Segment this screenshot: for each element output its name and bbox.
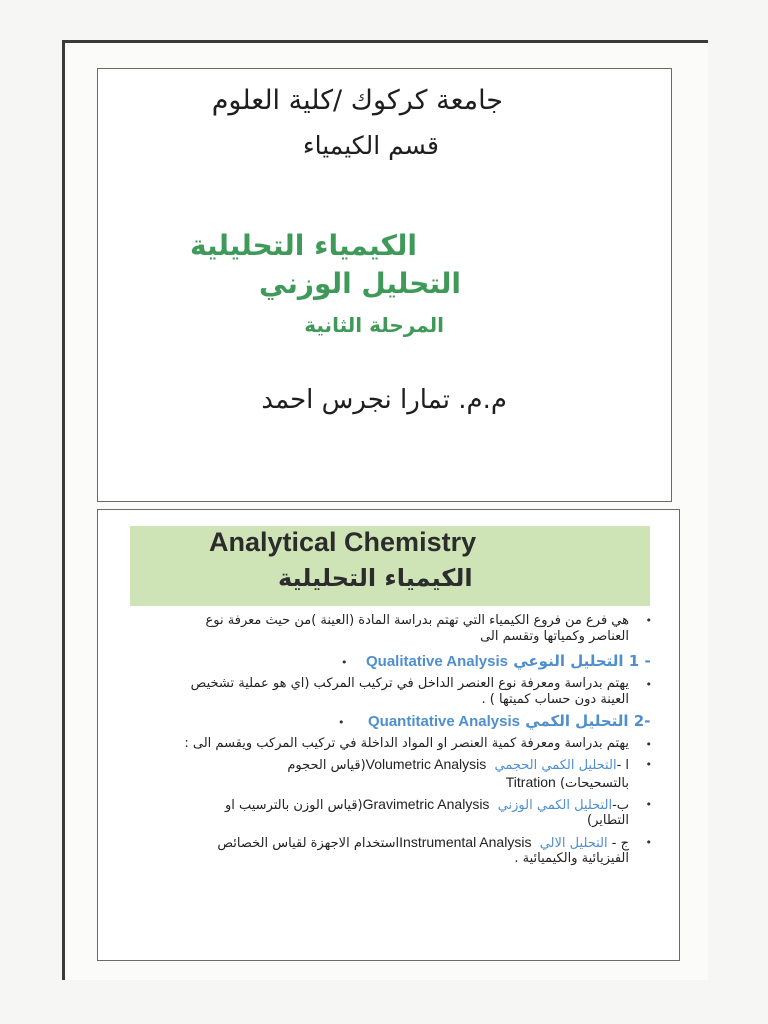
qualitative-desc-2: العينة دون حساب كميتها ) . xyxy=(481,692,629,707)
instrumental-prefix: ج - xyxy=(611,836,629,851)
bullet-dot: • xyxy=(645,614,652,627)
volumetric-line-2 xyxy=(506,774,629,791)
qualitative-ar: التحليل النوعي xyxy=(513,652,624,670)
titration-text: Titration xyxy=(505,774,556,790)
department-line: قسم الكيمياء xyxy=(302,131,439,160)
volumetric-note: (قياس الحجوم xyxy=(287,758,366,773)
volumetric-note-2: بالتسحيحات) xyxy=(559,776,629,791)
slide-title-en: Analytical Chemistry xyxy=(209,527,477,557)
gravimetric-prefix: ب- xyxy=(612,798,629,813)
volumetric-ar: التحليل الكمي الحجمي xyxy=(494,758,617,773)
bullet-dot: • xyxy=(645,798,652,811)
qualitative-heading xyxy=(366,652,651,670)
volumetric-en: Volumetric Analysis xyxy=(365,756,487,772)
bullet-dot: • xyxy=(645,836,652,849)
gravimetric-en: Gravimetric Analysis xyxy=(362,796,490,812)
volumetric-line xyxy=(287,756,629,773)
intro-line-1: هي فرع من فروع الكيمياء التي تهتم بدراسة المادة (العينة )من حيث معرفة نوع xyxy=(205,613,629,628)
instrumental-ar: التحليل الالي xyxy=(539,836,608,851)
qualitative-en: Qualitative Analysis xyxy=(366,653,509,670)
bullet-dot: • xyxy=(338,716,345,729)
instrumental-en: Instrumental Analysis xyxy=(399,834,532,850)
slide-title-ar: الكيمياء التحليلية xyxy=(278,564,473,592)
instrumental-line xyxy=(217,834,629,851)
paper-edge-top xyxy=(62,40,708,43)
bullet-dot: • xyxy=(645,678,652,691)
qualitative-desc-1: يهتم بدراسة ومعرفة نوع العنصر الداخل في تركيب المركب (اي هو عملية تشخيص xyxy=(190,676,629,691)
paper-edge-left xyxy=(62,40,65,980)
gravimetric-note-2: التطاير) xyxy=(587,813,629,828)
subject-title: الكيمياء التحليلية xyxy=(189,229,417,262)
bullet-dot: • xyxy=(645,758,652,771)
university-line: جامعة كركوك /كلية العلوم xyxy=(211,85,503,116)
quantitative-en: Quantitative Analysis xyxy=(368,713,520,730)
stage-label: المرحلة الثانية xyxy=(304,313,444,337)
gravimetric-line xyxy=(225,796,629,813)
instrumental-note-2: الفيزيائية والكيميائية . xyxy=(514,851,629,866)
gravimetric-ar: التحليل الكمي الوزني xyxy=(497,798,613,813)
gravimetric-note: (قياس الوزن بالترسيب او xyxy=(224,798,363,813)
quantitative-number: 2- xyxy=(633,712,651,730)
qualitative-number: 1 - xyxy=(628,652,651,670)
quantitative-heading xyxy=(368,712,650,730)
instrumental-note: استخدام الاجهزة لقياس الخصائص xyxy=(217,836,400,851)
intro-line-2: العناصر وكمياتها وتقسم الى xyxy=(480,629,629,644)
content-slide xyxy=(97,509,680,961)
quantitative-desc: يهتم بدراسة ومعرفة كمية العنصر او المواد الداخلة في تركيب المركب ويقسم الى : xyxy=(184,736,629,751)
topic-title: التحليل الوزني xyxy=(259,267,461,300)
quantitative-ar: التحليل الكمي xyxy=(525,712,629,730)
lecturer-name: م.م. تمارا نجرس احمد xyxy=(261,385,507,415)
title-slide xyxy=(97,68,672,502)
volumetric-prefix: ا - xyxy=(616,758,629,773)
bullet-dot: • xyxy=(341,656,348,669)
bullet-dot: • xyxy=(645,738,652,751)
